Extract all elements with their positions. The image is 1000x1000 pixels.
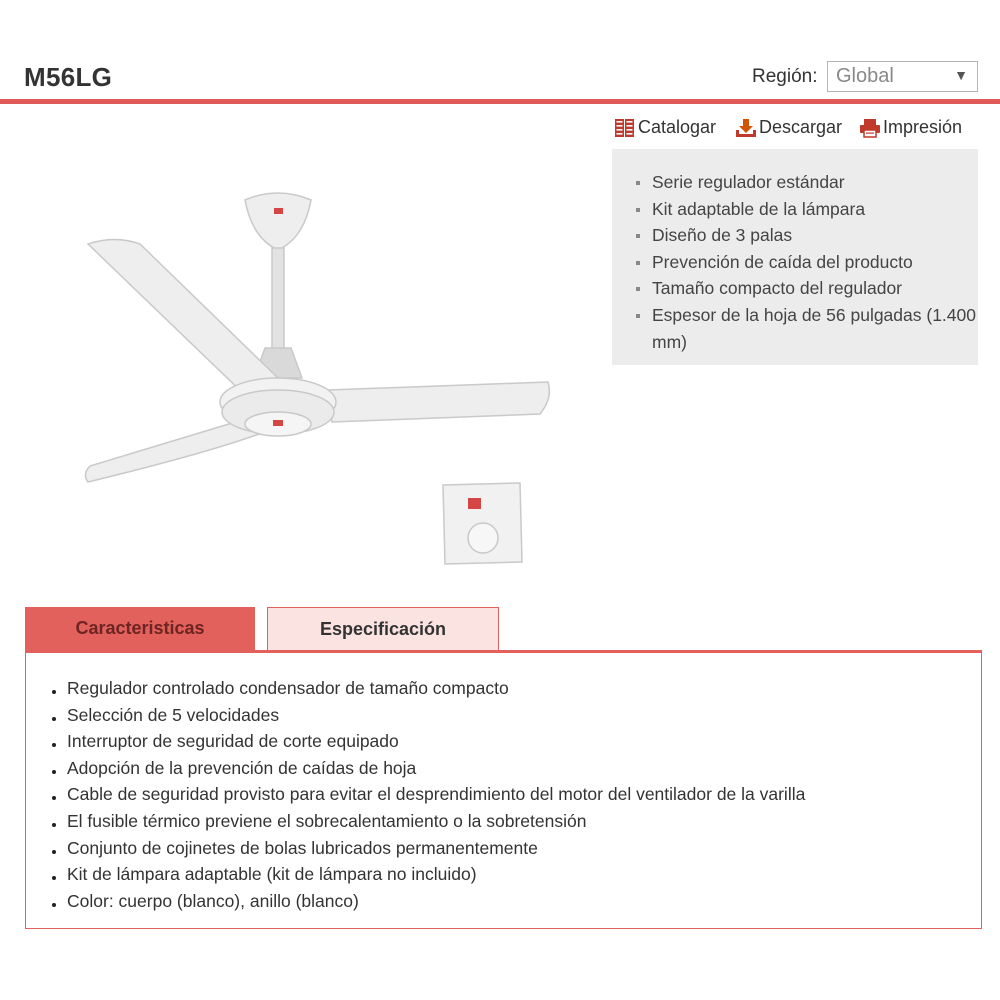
catalog-label: Catalogar — [638, 117, 717, 137]
list-item: Cable de seguridad provisto para evitar el desprendimiento del motor del ventilador de la varilla — [48, 781, 981, 808]
print-link[interactable] — [859, 117, 962, 138]
print-label: Impresión — [883, 117, 963, 137]
list-item: Serie regulador estándar — [636, 169, 978, 196]
download-icon — [735, 118, 757, 138]
header-divider — [0, 99, 1000, 104]
catalog-icon — [614, 118, 636, 138]
list-item: Prevención de caída del producto — [636, 249, 978, 276]
chevron-down-icon: ▼ — [954, 67, 968, 83]
region-label: Región: — [752, 66, 818, 87]
region-selected-value: Global — [836, 65, 894, 87]
product-image — [70, 180, 570, 580]
feature-summary — [612, 149, 978, 365]
page-title: M56LG — [24, 62, 113, 92]
list-item: Tamaño compacto del regulador — [636, 275, 978, 302]
feature-list — [612, 149, 978, 355]
tab-characteristics[interactable]: Caracteristicas — [25, 607, 255, 650]
download-link[interactable] — [735, 117, 842, 138]
characteristics-list — [26, 653, 981, 914]
list-item: Color: cuerpo (blanco), anillo (blanco) — [48, 888, 981, 915]
list-item: Selección de 5 velocidades — [48, 702, 981, 729]
list-item: Diseño de 3 palas — [636, 222, 978, 249]
list-item: El fusible térmico previene el sobrecalentamiento o la sobretensión — [48, 808, 981, 835]
list-item: Kit adaptable de la lámpara — [636, 196, 978, 223]
print-icon — [859, 118, 881, 138]
region-select[interactable] — [827, 61, 978, 92]
list-item: Kit de lámpara adaptable (kit de lámpara no incluido) — [48, 861, 981, 888]
download-label: Descargar — [759, 117, 843, 137]
list-item: Regulador controlado condensador de tamaño compacto — [48, 675, 981, 702]
catalog-link[interactable] — [614, 117, 716, 138]
list-item: Conjunto de cojinetes de bolas lubricados permanentemente — [48, 835, 981, 862]
list-item: Interruptor de seguridad de corte equipado — [48, 728, 981, 755]
tab-specification[interactable]: Especificación — [267, 607, 499, 650]
list-item: Espesor de la hoja de 56 pulgadas (1.400 mm) — [636, 302, 978, 355]
tab-panel — [25, 650, 982, 929]
list-item: Adopción de la prevención de caídas de hoja — [48, 755, 981, 782]
